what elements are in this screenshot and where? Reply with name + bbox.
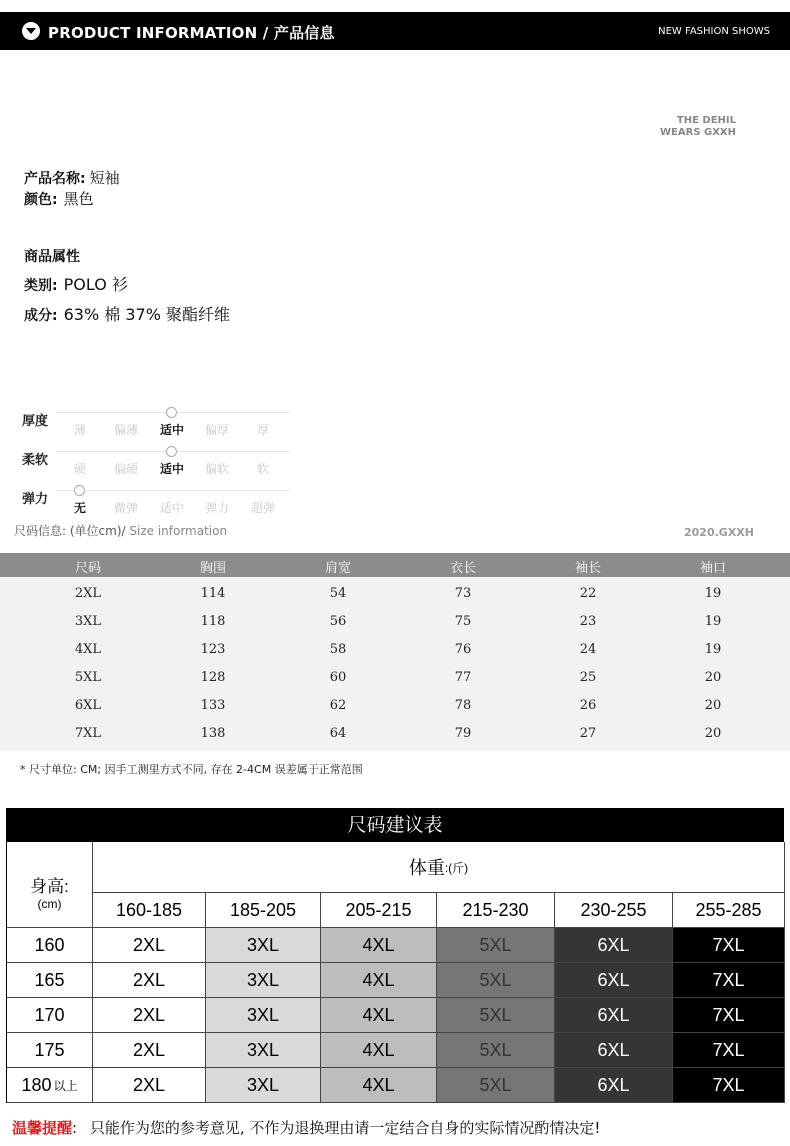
height-cell xyxy=(7,963,93,998)
scale-marker-icon xyxy=(74,485,85,496)
recommend-size-cell: 6XL xyxy=(555,1068,673,1103)
size-table-cell: 75 xyxy=(454,614,472,629)
recommend-size-cell: 4XL xyxy=(321,1068,437,1103)
category-value: POLO 衫 xyxy=(63,275,128,294)
weight-range-cell: 215-230 xyxy=(437,892,555,928)
scale-option: 偏软 xyxy=(204,462,229,476)
scale-label: 柔软 xyxy=(22,453,49,468)
size-table-cell: 22 xyxy=(579,586,597,601)
size-table-cell: 4XL xyxy=(74,642,102,657)
size-table-cell: 6XL xyxy=(74,698,102,713)
size-table-cell: 20 xyxy=(704,670,722,685)
size-table-cell: 60 xyxy=(329,670,347,685)
weight-range-cell: 255-285 xyxy=(673,892,785,928)
weight-label: 体重 xyxy=(408,858,445,878)
size-table-cell: 19 xyxy=(704,642,722,657)
scale-label: 厚度 xyxy=(22,414,49,429)
size-table xyxy=(0,553,790,751)
size-table-header-cell: 袖口 xyxy=(699,561,726,576)
height-cell xyxy=(7,1068,93,1103)
recommend-size-cell: 3XL xyxy=(206,998,321,1033)
size-table-header xyxy=(0,553,790,577)
recommend-size-cell: 5XL xyxy=(437,963,555,998)
header-bar xyxy=(0,12,790,50)
scale-option: 软 xyxy=(256,462,269,476)
size-table-cell: 2XL xyxy=(74,586,102,601)
material-label: 成分: xyxy=(24,308,58,324)
recommend-size-cell: 7XL xyxy=(673,998,785,1033)
size-table-header-cell: 袖长 xyxy=(574,561,601,576)
recommend-size-cell: 4XL xyxy=(321,1033,437,1068)
size-table-cell: 20 xyxy=(704,698,722,713)
height-value: 160 xyxy=(34,934,65,955)
size-table-cell: 114 xyxy=(200,586,226,601)
size-table-cell: 73 xyxy=(454,586,472,601)
material-row xyxy=(24,302,230,325)
recommend-size-cell: 7XL xyxy=(673,1033,785,1068)
reminder-colon: : xyxy=(72,1119,78,1137)
product-color-label: 颜色: xyxy=(24,192,58,208)
product-color-row xyxy=(24,188,94,209)
size-table-cell: 123 xyxy=(200,642,226,657)
recommend-size-cell: 6XL xyxy=(555,998,673,1033)
weight-range-cell: 230-255 xyxy=(555,892,673,928)
header-title: PRODUCT INFORMATION / 产品信息 xyxy=(48,24,335,42)
category-row xyxy=(24,272,128,295)
recommend-size-cell: 3XL xyxy=(206,1068,321,1103)
product-color-value: 黑色 xyxy=(63,190,94,208)
size-table-cell: 138 xyxy=(200,726,226,741)
size-table-cell: 79 xyxy=(454,726,472,741)
product-name-value: 短袖 xyxy=(89,169,120,187)
scale-option: 适中 xyxy=(159,462,184,476)
size-caption: 尺码信息: (单位cm)/ Size information xyxy=(14,524,228,538)
height-value: 165 xyxy=(34,969,65,990)
size-table-header-cell: 尺码 xyxy=(74,561,101,576)
recommend-size-cell: 4XL xyxy=(321,928,437,963)
recommend-size-cell: 2XL xyxy=(93,1068,206,1103)
brand-mark xyxy=(660,115,736,139)
scale-marker-icon xyxy=(166,407,177,418)
recommend-size-cell: 5XL xyxy=(437,928,555,963)
recommend-size-cell: 5XL xyxy=(437,998,555,1033)
scale-option: 偏硬 xyxy=(113,462,138,476)
product-name-row xyxy=(24,167,120,188)
weight-header-cell xyxy=(93,842,785,892)
scale-option: 薄 xyxy=(73,423,86,437)
height-unit: (cm) xyxy=(37,897,62,911)
size-table-cell: 118 xyxy=(200,614,226,629)
product-name-label: 产品名称: xyxy=(24,171,86,187)
size-table-cell: 58 xyxy=(329,642,347,657)
reminder xyxy=(12,1117,600,1138)
size-table-cell: 3XL xyxy=(74,614,102,629)
recommend-size-cell: 7XL xyxy=(673,963,785,998)
recommend-size-cell: 2XL xyxy=(93,963,206,998)
recommend-title: 尺码建议表 xyxy=(6,808,784,842)
scale-label: 弹力 xyxy=(22,492,49,507)
height-value: 175 xyxy=(34,1039,65,1060)
weight-range-cell: 160-185 xyxy=(93,892,206,928)
height-label: 身高: xyxy=(30,877,69,896)
recommend-size-cell: 2XL xyxy=(93,928,206,963)
size-table-cell: 5XL xyxy=(74,670,102,685)
size-table-cell: 128 xyxy=(200,670,226,685)
height-value: 180 xyxy=(21,1074,52,1095)
size-table-header-cell: 肩宽 xyxy=(324,561,351,576)
size-table-cell: 26 xyxy=(579,698,597,713)
size-table-cell: 54 xyxy=(329,586,347,601)
size-table-cell: 24 xyxy=(579,642,597,657)
brand-line-1: THE DEHIL xyxy=(676,115,736,126)
recommend-size-cell: 4XL xyxy=(321,998,437,1033)
weight-range-cell: 205-215 xyxy=(321,892,437,928)
size-table-cell: 56 xyxy=(329,614,347,629)
recommend-size-cell: 3XL xyxy=(206,928,321,963)
recommend-size-cell: 6XL xyxy=(555,928,673,963)
material-value: 63% 棉 37% 聚酯纤维 xyxy=(63,305,230,324)
attr-heading: 商品属性 xyxy=(24,249,80,265)
size-table-cell: 64 xyxy=(329,726,347,741)
size-table-cell: 23 xyxy=(579,614,597,629)
recommend-size-cell: 7XL xyxy=(673,1068,785,1103)
weight-unit: :(斤) xyxy=(444,860,469,875)
size-table-cell: 19 xyxy=(704,614,722,629)
size-table-cell: 19 xyxy=(704,586,722,601)
scale-option: 适中 xyxy=(159,423,184,437)
size-table-cell: 77 xyxy=(454,670,472,685)
recommend-size-cell: 7XL xyxy=(673,928,785,963)
height-cell xyxy=(7,928,93,963)
scale-option: 适中 xyxy=(159,501,184,515)
size-table-cell: 7XL xyxy=(74,726,102,741)
scale-option: 偏薄 xyxy=(113,423,138,437)
size-table-cell: 62 xyxy=(329,698,347,713)
recommend-size-cell: 6XL xyxy=(555,963,673,998)
size-table-cell: 27 xyxy=(579,726,597,741)
recommend-size-cell: 4XL xyxy=(321,963,437,998)
scale-option: 弹力 xyxy=(204,501,229,515)
chevron-down-icon xyxy=(22,22,40,40)
scale-option: 超弹 xyxy=(250,501,275,515)
size-table-cell: 133 xyxy=(200,698,226,713)
header-tagline: NEW FASHION SHOWS xyxy=(658,26,770,37)
height-suffix: 以上 xyxy=(53,1078,78,1093)
recommend-size-cell: 3XL xyxy=(206,1033,321,1068)
recommend-size-cell: 2XL xyxy=(93,998,206,1033)
scale-option: 偏厚 xyxy=(204,423,229,437)
height-header-cell xyxy=(7,842,93,928)
size-table-cell: 20 xyxy=(704,726,722,741)
size-table-header-cell: 衣长 xyxy=(449,561,476,576)
recommend-size-cell: 5XL xyxy=(437,1068,555,1103)
scale-option: 厚 xyxy=(256,423,269,437)
weight-range-cell: 185-205 xyxy=(206,892,321,928)
size-table-cell: 25 xyxy=(579,670,597,685)
reminder-label: 温馨提醒 xyxy=(12,1119,73,1137)
scale-marker-icon xyxy=(166,446,177,457)
size-year-mark: 2020.GXXH xyxy=(684,526,754,539)
scale-option: 微弹 xyxy=(113,501,138,515)
scale-track xyxy=(56,490,290,491)
brand-line-2: WEARS GXXH xyxy=(660,127,736,138)
recommend-size-cell: 2XL xyxy=(93,1033,206,1068)
recommend-size-cell: 5XL xyxy=(437,1033,555,1068)
size-table-cell: 76 xyxy=(454,642,472,657)
size-note: * 尺寸单位: CM; 因手工测里方式不同, 存在 2-4CM 误差属于正常范围 xyxy=(20,763,363,776)
reminder-text: 只能作为您的参考意见, 不作为退换理由请一定结合自身的实际情况酌情决定! xyxy=(89,1119,601,1137)
recommend-table xyxy=(6,842,784,1103)
scale-option: 无 xyxy=(73,501,86,515)
height-value: 170 xyxy=(34,1004,65,1025)
category-label: 类别: xyxy=(24,278,58,294)
scale-option: 硬 xyxy=(73,462,86,476)
size-table-header-cell: 胸围 xyxy=(199,561,226,576)
height-cell xyxy=(7,1033,93,1068)
recommend-size-cell: 3XL xyxy=(206,963,321,998)
height-cell xyxy=(7,998,93,1033)
size-table-cell: 78 xyxy=(454,698,472,713)
recommend-size-cell: 6XL xyxy=(555,1033,673,1068)
